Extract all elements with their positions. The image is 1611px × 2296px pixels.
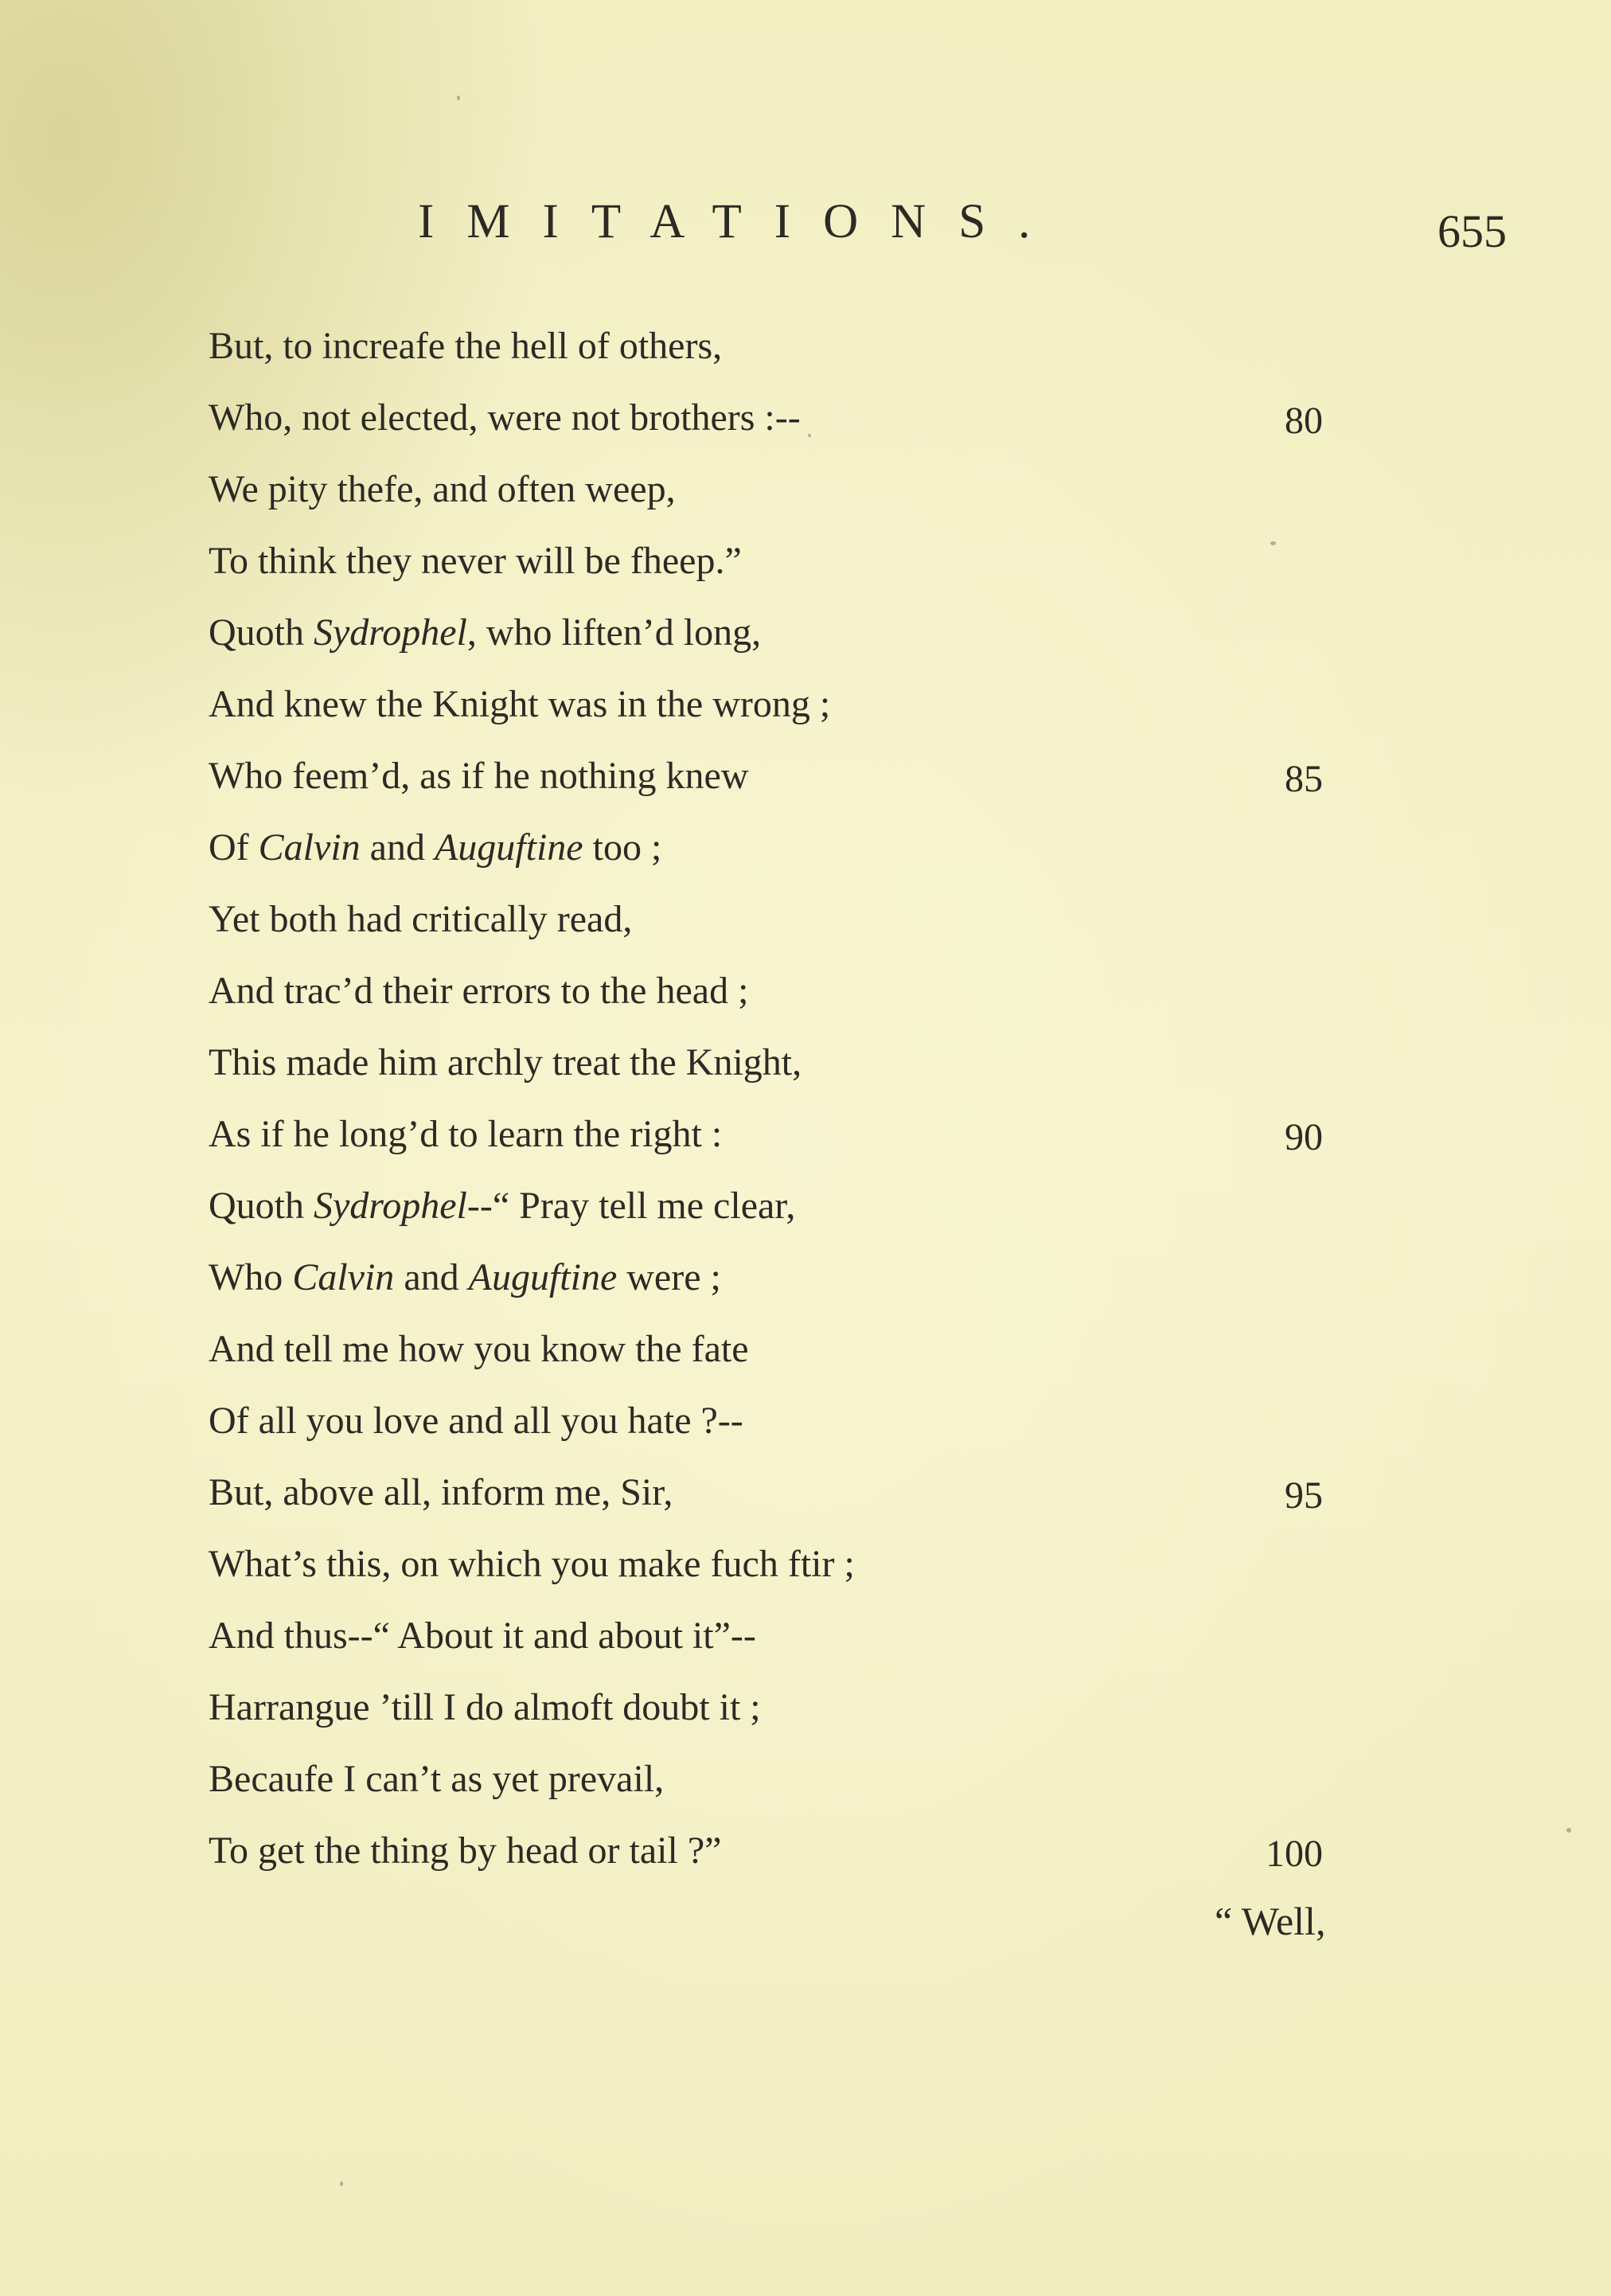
verse-line (209, 1099, 1347, 1170)
verse-text: But, to increafe the hell of others, (209, 325, 723, 367)
verse-text: And trac’d their errors to the head ; (209, 970, 749, 1012)
verse-text: Becaufe I can’t as yet prevail, (209, 1758, 665, 1800)
verse-text: Harrangue ’till I do almoft doubt it ; (209, 1686, 761, 1728)
verse-text: To get the thing by head or tail ?” (209, 1829, 722, 1872)
verse-text: We pity thefe, and often weep, (209, 468, 676, 510)
verse-line (209, 1672, 1347, 1743)
verse-line (209, 310, 1347, 382)
paper-speck (1270, 541, 1276, 545)
line-number: 100 (1266, 1833, 1323, 1875)
verse-text: And tell me how you know the fate (209, 1328, 749, 1370)
verse-line (209, 740, 1347, 812)
verse-line (209, 1314, 1347, 1385)
verse-line (209, 382, 1347, 454)
verse-text: Of all you love and all you hate ?-- (209, 1400, 743, 1442)
paper-speck (1566, 1828, 1571, 1833)
line-number: 95 (1285, 1474, 1323, 1517)
catchword: “ Well, (1215, 1899, 1326, 1943)
page-number: 655 (1437, 205, 1507, 257)
verse-text: As if he long’d to learn the right : (209, 1113, 723, 1155)
verse-line (209, 1027, 1347, 1099)
verse-text: Yet both had critically read, (209, 898, 633, 940)
paper-speck (340, 2181, 343, 2186)
verse-line (209, 1170, 1347, 1242)
line-number: 90 (1285, 1116, 1323, 1158)
poem-text (209, 310, 1347, 1887)
verse-text: And knew the Knight was in the wrong ; (209, 683, 831, 725)
verse-line (209, 812, 1347, 884)
verse-text: Of Calvin and Auguftine too ; (209, 826, 662, 869)
verse-text: What’s this, on which you make fuch ftir ; (209, 1543, 855, 1585)
verse-line (209, 1457, 1347, 1529)
verse-text: But, above all, inform me, Sir, (209, 1471, 673, 1513)
verse-line (209, 669, 1347, 740)
line-number: 85 (1285, 758, 1323, 800)
verse-line (209, 955, 1347, 1027)
verse-text: To think they never will be fheep.” (209, 540, 742, 582)
verse-line (209, 525, 1347, 597)
verse-line (209, 1600, 1347, 1672)
verse-line (209, 884, 1347, 955)
verse-text: Who feem’d, as if he nothing knew (209, 755, 749, 797)
verse-text: Who Calvin and Auguftine were ; (209, 1256, 721, 1298)
paper-speck (808, 434, 811, 437)
running-head: IMITATIONS. (418, 195, 1063, 248)
verse-text: This made him archly treat the Knight, (209, 1041, 802, 1084)
verse-text: Quoth Sydrophel, who liften’d long, (209, 611, 762, 654)
verse-text: Who, not elected, were not brothers :-- (209, 396, 801, 439)
verse-line (209, 454, 1347, 525)
verse-line (209, 1385, 1347, 1457)
verse-line (209, 597, 1347, 669)
line-number: 80 (1285, 400, 1323, 442)
verse-text: Quoth Sydrophel--“ Pray tell me clear, (209, 1185, 796, 1227)
verse-line (209, 1242, 1347, 1314)
paper-speck (457, 96, 460, 100)
verse-line (209, 1529, 1347, 1600)
verse-line (209, 1743, 1347, 1815)
verse-line (209, 1815, 1347, 1887)
verse-text: And thus--“ About it and about it”-- (209, 1615, 756, 1657)
